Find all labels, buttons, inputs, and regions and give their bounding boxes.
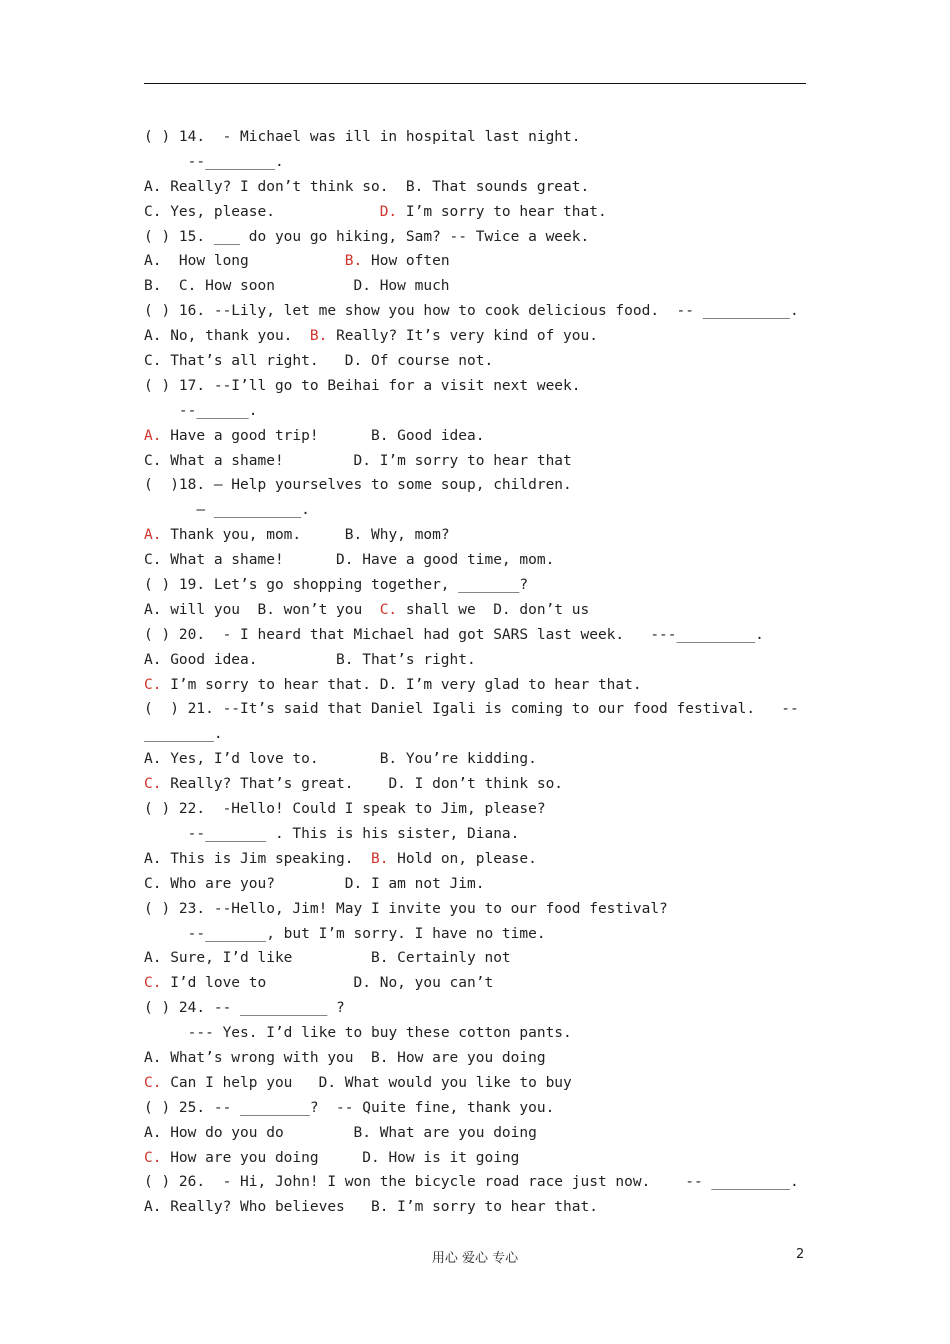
line-text: A. Sure, I’d like B. Certainly not (144, 950, 511, 967)
line-prefix (144, 826, 188, 842)
header-rule (144, 83, 806, 84)
text-line (144, 1146, 806, 1171)
text-line (144, 449, 806, 474)
line-text: C. What a shame! D. I’m sorry to hear that (144, 452, 572, 469)
line-prefix (144, 926, 188, 942)
line-text: --- Yes. I’d like to buy these cotton pants. (187, 1025, 572, 1042)
line-text: B. C. How soon D. How much (144, 278, 450, 295)
line-prefix (144, 1025, 188, 1041)
text-line (144, 922, 806, 947)
line-text: ( ) 21. --It’s said that Daniel Igali is coming to our food festival. -- (144, 701, 799, 718)
text-line (144, 996, 806, 1021)
text-line (144, 1195, 806, 1220)
answer-mark: C. (144, 975, 162, 992)
answer-mark: C. (144, 1149, 162, 1166)
line-text: C. That’s all right. D. Of course not. (144, 353, 494, 370)
text-line (144, 872, 806, 897)
page-number: 2 (796, 1247, 805, 1262)
answer-mark: C. (144, 776, 162, 793)
answer-mark: A. (144, 527, 162, 544)
line-text: Can I help you D. What would you like to buy (161, 1074, 572, 1091)
text-line (144, 946, 806, 971)
line-text: --_______, but I’m sorry. I have no time. (187, 925, 546, 942)
text-line (144, 673, 806, 698)
line-text: ( ) 19. Let’s go shopping together, _______? (144, 577, 529, 594)
answer-mark: A. (144, 427, 162, 444)
text-line (144, 299, 806, 324)
line-text: I’d love to D. No, you can’t (161, 975, 494, 992)
text-line (144, 573, 806, 598)
line-prefix (144, 403, 179, 419)
line-text: ( ) 26. - Hi, John! I won the bicycle road race just now. -- _________. (144, 1174, 799, 1191)
line-text: shall we D. don’t us (397, 601, 590, 618)
line-text: Hold on, please. (388, 850, 537, 867)
answer-mark: C. (379, 601, 398, 618)
line-text: ( ) 25. -- ________? -- Quite fine, thank you. (144, 1099, 555, 1116)
text-line (144, 722, 806, 747)
line-text: ( ) 16. --Lily, let me show you how to cook delicious food. -- __________. (144, 303, 799, 320)
line-text: ________. (144, 726, 223, 743)
text-line (144, 150, 806, 175)
line-prefix: A. will you B. won’t you (144, 601, 380, 618)
text-line (144, 424, 806, 449)
answer-mark: C. (144, 676, 162, 693)
line-text: I’m sorry to hear that. (397, 203, 607, 220)
text-line (144, 747, 806, 772)
text-line (144, 1121, 806, 1146)
question-list (144, 125, 806, 1220)
line-text: Thank you, mom. B. Why, mom? (161, 527, 450, 544)
text-line (144, 200, 806, 225)
line-text: ( ) 20. - I heard that Michael had got SARS last week. ---_________. (144, 626, 764, 643)
line-text: I’m sorry to hear that. D. I’m very glad to hear that. (161, 676, 642, 693)
line-text: ( ) 24. -- __________ ? (144, 1000, 345, 1017)
text-line (144, 125, 806, 150)
answer-mark: B. (309, 328, 328, 345)
text-line (144, 697, 806, 722)
text-line (144, 399, 806, 424)
text-line (144, 598, 806, 623)
text-line (144, 1096, 806, 1121)
text-line (144, 523, 806, 548)
text-line (144, 374, 806, 399)
line-text: How often (362, 253, 450, 270)
text-line (144, 225, 806, 250)
text-line (144, 249, 806, 274)
answer-mark: C. (144, 1074, 162, 1091)
text-line (144, 847, 806, 872)
line-text: ( ) 14. - Michael was ill in hospital last night. (144, 129, 581, 145)
line-prefix: A. This is Jim speaking. (144, 850, 371, 867)
footer-text: 用心 爱心 专心 (431, 1251, 519, 1266)
text-line (144, 349, 806, 374)
line-prefix (144, 502, 196, 518)
line-text: How are you doing D. How is it going (161, 1149, 520, 1166)
line-text: ( ) 15. ___ do you go hiking, Sam? -- Twice a week. (144, 228, 590, 245)
line-prefix (144, 154, 188, 170)
line-text: C. What a shame! D. Have a good time, mom. (144, 552, 555, 569)
text-line (144, 1046, 806, 1071)
text-line (144, 797, 806, 822)
line-prefix: A. No, thank you. (144, 328, 310, 345)
line-text: ( )18. — Help yourselves to some soup, children. (144, 477, 572, 494)
line-prefix: C. Yes, please. (144, 203, 380, 220)
line-text: A. Yes, I’d love to. B. You’re kidding. (144, 751, 537, 768)
text-line (144, 498, 806, 523)
line-text: A. Really? I don’t think so. B. That sounds great. (144, 178, 590, 195)
text-line (144, 1170, 806, 1195)
line-text: A. Really? Who believes B. I’m sorry to hear that. (144, 1199, 598, 1216)
text-line (144, 473, 806, 498)
answer-mark: B. (370, 850, 389, 867)
line-text: Really? That’s great. D. I don’t think so. (161, 776, 564, 793)
line-text: --_______ . This is his sister, Diana. (187, 825, 520, 842)
line-text: A. Good idea. B. That’s right. (144, 651, 476, 668)
text-line (144, 971, 806, 996)
line-text: ( ) 23. --Hello, Jim! May I invite you to our food festival? (144, 900, 668, 917)
line-text: --______. (178, 402, 258, 419)
answer-mark: B. (344, 253, 363, 270)
line-prefix: A. How long (144, 253, 345, 270)
line-text: Have a good trip! B. Good idea. (161, 427, 485, 444)
text-line (144, 772, 806, 797)
line-text: Really? It’s very kind of you. (327, 328, 598, 345)
line-text: A. How do you do B. What are you doing (144, 1124, 537, 1141)
answer-mark: D. (379, 203, 398, 220)
line-text: C. Who are you? D. I am not Jim. (144, 875, 485, 892)
line-text: --________. (187, 153, 284, 170)
text-line (144, 175, 806, 200)
line-text: A. What’s wrong with you B. How are you doing (144, 1049, 546, 1066)
text-line (144, 548, 806, 573)
text-line (144, 324, 806, 349)
line-text: — __________. (196, 502, 310, 519)
text-line (144, 1071, 806, 1096)
line-text: ( ) 22. -Hello! Could I speak to Jim, please? (144, 801, 546, 818)
text-line (144, 1021, 806, 1046)
text-line (144, 822, 806, 847)
text-line (144, 897, 806, 922)
line-text: ( ) 17. --I’ll go to Beihai for a visit next week. (144, 377, 581, 394)
text-line (144, 274, 806, 299)
text-line (144, 623, 806, 648)
text-line (144, 648, 806, 673)
